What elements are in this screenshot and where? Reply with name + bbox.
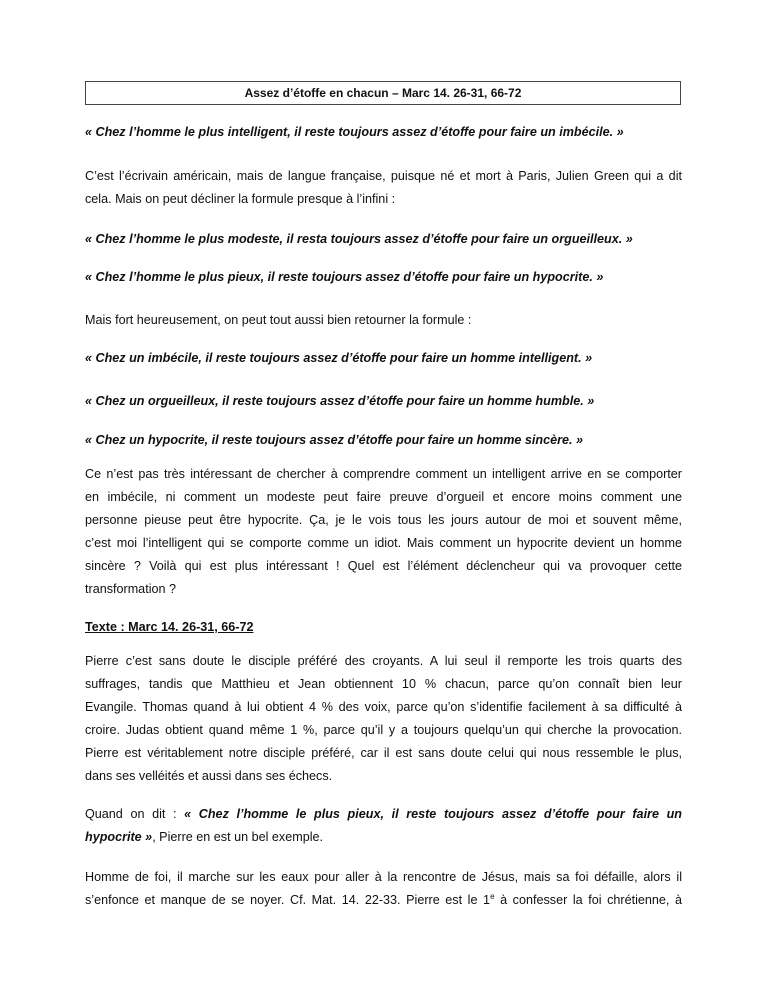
foi-line-2-a: s’enfonce et manque de se noyer. Cf. Mat. 14. 22-33. Pierre est le 1 (85, 893, 491, 907)
paragraph-reflection-line-6: transformation ? (85, 582, 176, 596)
quote-3: « Chez l’homme le plus pieux, il reste toujours assez d’étoffe pour faire un hypocrite. » (85, 270, 604, 284)
quote-5: « Chez un orgueilleux, il reste toujours assez d’étoffe pour faire un homme humble. » (85, 394, 595, 408)
quand-suffix: , Pierre en est un bel exemple. (152, 830, 323, 844)
paragraph-reverse: Mais fort heureusement, on peut tout aussi bien retourner la formule : (85, 313, 472, 327)
paragraph-reflection-line-1: Ce n’est pas très intéressant de chercher à comprendre comment un intelligent arrive en se comporter (85, 467, 682, 481)
quand-quote-a: « Chez l’homme le plus pieux, il reste toujours assez d’étoffe pour faire un (184, 807, 682, 821)
document-title: Assez d’étoffe en chacun – Marc 14. 26-31, 66-72 (244, 86, 522, 100)
paragraph-pierre-line-2: suffrages, tandis que Matthieu et Jean obtiennent 10 % chacun, parce qu’on connaît bien leur (85, 677, 682, 691)
paragraph-intro-line-2: cela. Mais on peut décliner la formule presque à l’infini : (85, 192, 396, 206)
foi-superscript: e (490, 891, 495, 901)
paragraph-reflection-line-2: en imbécile, ni comment un modeste peut faire preuve d’orgueil et encore moins comment une (85, 490, 682, 504)
section-heading: Texte : Marc 14. 26-31, 66-72 (85, 620, 254, 634)
paragraph-homme-de-foi (85, 866, 682, 912)
paragraph-reflection-line-4: c’est moi l’intelligent qui se comporte comme un idiot. Mais comment un hypocrite devient un homme (85, 536, 682, 550)
quand-prefix: Quand on dit : (85, 807, 185, 821)
paragraph-intro (85, 165, 682, 211)
paragraph-reflection-line-3: personne pieuse peut être hypocrite. Ça, je le vois tous les jours autour de moi et souvent même, (85, 513, 682, 527)
document-title-box (85, 81, 681, 105)
quote-1: « Chez l’homme le plus intelligent, il reste toujours assez d’étoffe pour faire un imbécile. » (85, 125, 624, 139)
paragraph-intro-line-1: C’est l’écrivain américain, mais de langue française, puisque né et mort à Paris, Julien Green qui a dit (85, 169, 682, 183)
paragraph-foi-line-2 (85, 889, 682, 912)
paragraph-foi-line-1: Homme de foi, il marche sur les eaux pour aller à la rencontre de Jésus, mais sa foi défaille, alors il (85, 870, 682, 884)
paragraph-pierre-line-5: Pierre est véritablement notre disciple préféré, car il est sans doute celui qui nous ressemble le plus, (85, 746, 682, 760)
paragraph-pierre-line-4: croire. Judas obtient quand même 1 %, parce qu’il y a toujours quelqu’un qui cherche la provocation. (85, 723, 682, 737)
paragraph-quand-on-dit (85, 803, 682, 849)
paragraph-quand-line-2 (85, 826, 682, 849)
paragraph-pierre-line-3: Evangile. Thomas quand à lui obtient 4 % des voix, parce qu’on s’identifie facilement à sa difficulté à (85, 700, 682, 714)
quand-quote-b: hypocrite » (85, 830, 153, 844)
paragraph-quand-line-1 (85, 803, 682, 826)
paragraph-pierre (85, 650, 682, 788)
quote-2: « Chez l’homme le plus modeste, il resta toujours assez d’étoffe pour faire un orgueilleux. » (85, 232, 633, 246)
paragraph-reflection-line-5: sincère ? Voilà qui est plus intéressant ! Quel est l’élément déclencheur qui va provoquer cette (85, 559, 682, 573)
foi-line-2-b: à confesser la foi chrétienne, à (494, 893, 683, 907)
paragraph-reflection (85, 463, 682, 601)
paragraph-pierre-line-1: Pierre c’est sans doute le disciple préféré des croyants. A lui seul il remporte les trois quarts des (85, 654, 682, 668)
quote-4: « Chez un imbécile, il reste toujours assez d’étoffe pour faire un homme intelligent. » (85, 351, 593, 365)
quote-6: « Chez un hypocrite, il reste toujours assez d’étoffe pour faire un homme sincère. » (85, 433, 584, 447)
paragraph-pierre-line-6: dans ses velléités et aussi dans ses échecs. (85, 769, 333, 783)
